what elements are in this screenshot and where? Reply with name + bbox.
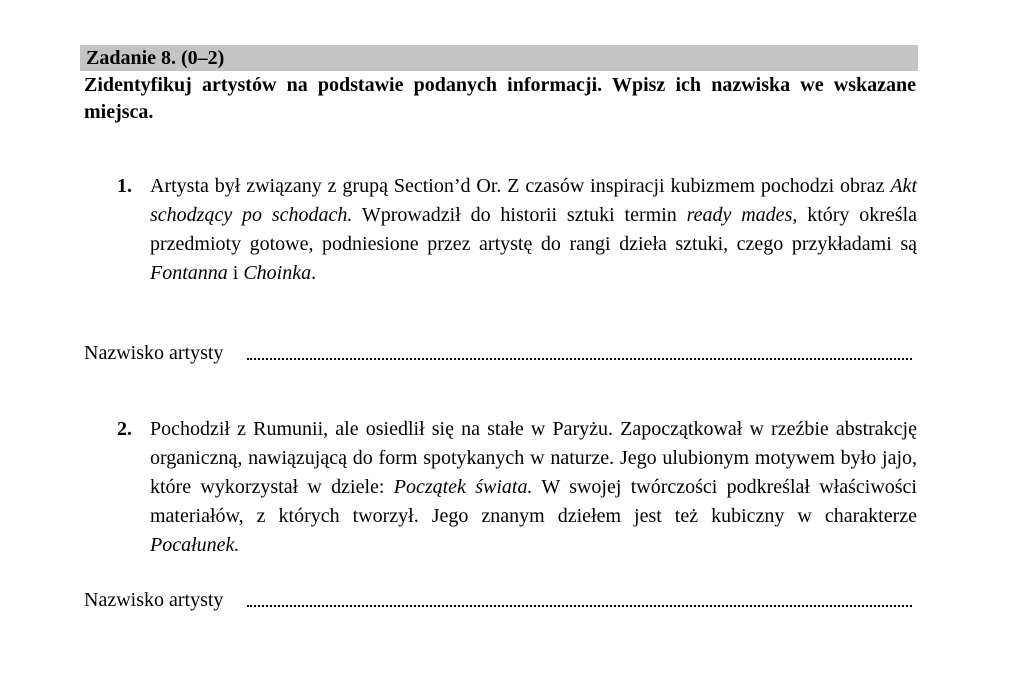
text-segment: , który określa przedmioty gotowe, podniesione przez artystę do rangi dzieła sztuki, czego przykładami są — [150, 204, 918, 255]
question-text — [150, 415, 917, 560]
artwork-title: Pocałunek. — [150, 534, 240, 556]
answer-label: Nazwisko artysty — [84, 342, 224, 364]
text-segment: Artysta był związany z grupą Section’d Or. Z czasów inspiracji kubizmem pochodzi obraz — [150, 175, 891, 197]
text-segment: Pochodził z Rumunii, ale osiedlił się na stałe w Paryżu. Zapoczątkował w rzeźbie abstrakcję organiczną, nawiązującą do form spotykanych w naturze. Jego ulubionym motywem było jajo, które wykorzystał w dziele: — [150, 418, 917, 498]
task-title: Zadanie 8. (0–2) — [86, 47, 225, 69]
answer-dotted-line[interactable] — [247, 358, 912, 360]
question-text — [150, 172, 917, 288]
text-segment: . — [311, 262, 317, 284]
artwork-title: Akt schodzący po schodach. — [150, 175, 917, 226]
answer-label: Nazwisko artysty — [84, 589, 224, 611]
question-number: 1. — [117, 175, 132, 197]
text-segment: W swojej twórczości podkreślał właściwości materiałów, z których tworzył. Jego znanym dziełem jest też kubiczny w charakterze — [150, 476, 917, 527]
answer-dotted-line[interactable] — [247, 605, 912, 607]
answer-field-2[interactable] — [84, 586, 914, 614]
question-item-2 — [117, 415, 917, 565]
answer-field-1[interactable] — [84, 339, 914, 367]
task-header — [80, 45, 918, 71]
artwork-title: ready mades — [686, 204, 793, 226]
artwork-title: Choinka — [243, 262, 312, 284]
text-segment: Wprowadził do historii sztuki termin — [352, 204, 687, 226]
artwork-title: Początek świata. — [393, 476, 533, 498]
task-instruction: Zidentyfikuj artystów na podstawie podanych informacji. Wpisz ich nazwiska we wskazane miejsca. — [84, 74, 916, 123]
text-segment: i — [227, 262, 244, 284]
artwork-title: Fontanna — [150, 262, 228, 284]
question-number: 2. — [117, 418, 132, 440]
question-item-1 — [117, 172, 917, 292]
